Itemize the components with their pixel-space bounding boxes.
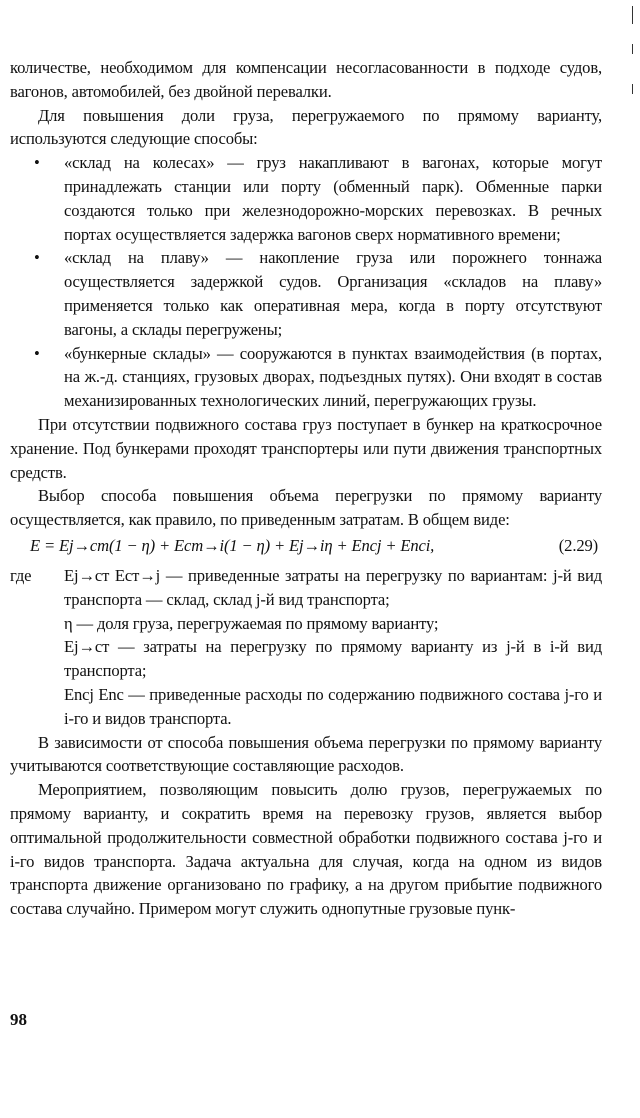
bullet-text: «склад на колесах» — груз накапливают в вагонах, которые могут принадлежать станции или порту (обменный парк). Обменные парки создаются только при железнодорожно-морских перевозках. В речных портах осуществляется задержка вагонов сверх нормативного времени;	[64, 153, 602, 244]
definition-item: Ej→ст Eст→j — приведенные затраты на перегрузку по вариантам: j-й вид транспорта — склад, склад j-й вид транспорта;	[64, 565, 602, 609]
paragraph-measure: Мероприятием, позволяющим повысить долю грузов, перегружаемых по прямому варианту, и сократить время на перевозку грузов, является выбор оптимальной продолжительности совместной обработки подвижного состава j-го и i-го видов транспорта. Задача актуальна для случая, когда на одном из видов транспорта движение организовано по графику, а на другом прибытие подвижного состава случайно. Примером могут служить однопутные грузовые пунк-	[10, 780, 602, 919]
paragraph-dependency: В зависимости от способа повышения объема перегрузки по прямому варианту учитываются соответствующие составляющие расходов.	[10, 732, 602, 776]
bullet-icon: •	[34, 153, 40, 173]
page-number: 98	[10, 1010, 27, 1029]
bullet-text: «бункерные склады» — сооружаются в пунктах взаимодействия (в портах, на ж.-д. станциях, грузовых дворах, подъездных путях). Они входят в состав механизированных технологических линий, перегружающих грузы.	[64, 343, 602, 411]
definition-item: η — доля груза, перегружаемая по прямому варианту;	[64, 613, 439, 633]
paragraph-choice-method: Выбор способа повышения объема перегрузки по прямому варианту осуществляется, как правило, по приведенным затратам. В общем виде:	[10, 486, 602, 530]
document-page	[10, 56, 602, 921]
where-label: где	[10, 565, 32, 585]
bullet-item-afloat-storage	[10, 246, 602, 341]
bullet-icon: •	[34, 248, 40, 268]
equation-number: (2.29)	[558, 535, 598, 555]
definition-item: Encj Enc — приведенные расходы по содержанию подвижного состава j-го и i-го и видов транспорта.	[64, 684, 602, 728]
bullet-text: «склад на плаву» — накопление груза или порожнего тоннажа осуществляется задержкой судов. Организация «складов на плаву» применяется только как оперативная мера, когда в порту отсутствуют вагоны, а склады перегружены;	[64, 248, 602, 339]
bullet-list	[10, 151, 602, 413]
paragraph-bunker-storage: При отсутствии подвижного состава груз поступает в бункер на краткосрочное хранение. Под бункерами проходят транспортеры или пути движения транспортных средств.	[10, 414, 602, 482]
bullet-item-wheels-storage	[10, 151, 602, 246]
definition-item: Ej→ст — затраты на перегрузку по прямому варианту из j-й в i-й вид транспорта;	[64, 637, 602, 681]
paragraph-methods-intro: Для повышения доли груза, перегружаемого по прямому варианту, используются следующие способы:	[10, 105, 602, 149]
paragraph-continuation: количестве, необходимом для компенсации несогласованности в подходе судов, вагонов, автомобилей, без двойной перевалки.	[10, 58, 602, 101]
page-edge-marks	[630, 6, 634, 126]
formula-row	[10, 534, 602, 562]
bullet-icon: •	[34, 343, 40, 363]
bullet-item-bunker-storage	[10, 342, 602, 413]
formula-expression: E = Ej→ст(1 − η) + Eст→i(1 − η) + Ej→iη + Encj + Enci,	[30, 535, 435, 555]
formula-definitions	[10, 564, 602, 731]
